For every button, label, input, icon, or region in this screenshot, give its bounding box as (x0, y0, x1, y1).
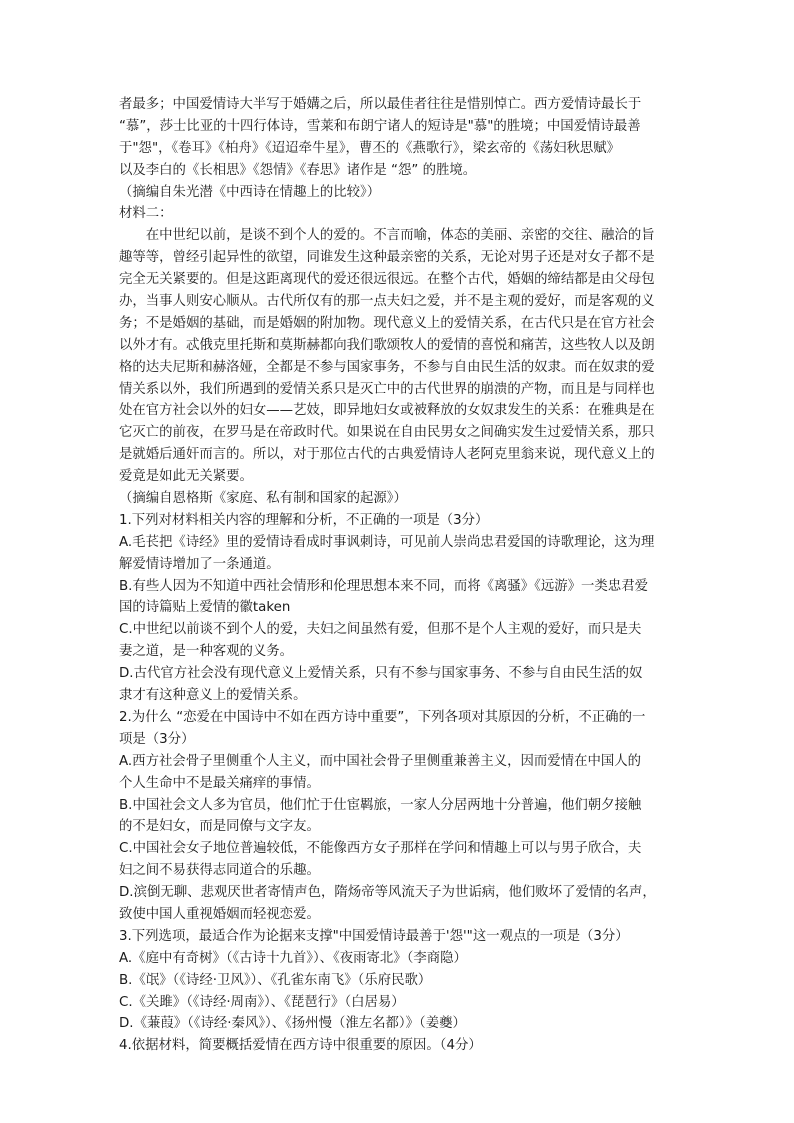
text-line: 4.依据材料，简要概括爱情在西方诗中很重要的原因。（4分） (119, 1038, 482, 1054)
text-line: 完全无关紧要的。但是这距离现代的爱还很远很远。在整个古代，婚姻的缔结都是由父母包 (119, 272, 655, 288)
text-line: 于"怨"，《卷耳》《柏舟》《迢迢牵牛星》，曹丕的《燕歌行》，梁玄帝的《荡妇秋思赋》 (119, 140, 621, 156)
text-line: （摘编自恩格斯《家庭、私有制和国家的起源》） (119, 491, 407, 507)
text-line: 是就婚后通奸而言的。所以，对于那位古代的古典爱情诗人老阿克里翁来说，现代意义上的 (119, 447, 655, 463)
text-line: 格的达夫尼斯和赫洛娅，全都是不参与国家事务，不参与自由民生活的奴隶。而在奴隶的爱 (119, 359, 655, 375)
text-line: 3.下列选项，最适合作为论据来支撑"中国爱情诗最善于'怨'"这一观点的一项是（3分） (119, 928, 629, 944)
text-line: 它灭亡的前夜，在罗马是在帝政时代。如果说在自由民男女之间确实发生过爱情关系，那只 (119, 425, 655, 441)
text-line: A.毛苌把《诗经》里的爱情诗看成时事讽刺诗，可见前人崇尚忠君爱国的诗歌理论，这为理 (119, 534, 655, 550)
text-line: 情关系以外，我们所遇到的爱情关系只是灭亡中的古代世界的崩溃的产物，而且是与同样也 (119, 381, 655, 397)
text-line: B.有些人因为不知道中西社会情形和伦理思想本来不同，而将《离骚》《远游》一类忠君爱 (119, 578, 648, 594)
text-line: 以及李白的《长相思》《怨情》《春思》诸作是 “怨” 的胜境。 (119, 162, 477, 178)
text-line: 务；不是婚姻的基础，而是婚姻的附加物。现代意义上的爱情关系，在古代只是在官方社会 (119, 315, 655, 331)
text-line: 材料二： (119, 206, 173, 222)
text-line: 致使中国人重视婚姻而轻视恋爱。 (119, 906, 320, 922)
text-line: 在中世纪以前，是谈不到个人的爱的。不言而喻，体态的美丽、亲密的交往、融洽的旨 (119, 228, 655, 244)
document-page (119, 94, 689, 1057)
text-line: （摘编自朱光潜《中西诗在情趣上的比较》） (119, 184, 381, 200)
text-line: D.古代官方社会没有现代意义上爱情关系，只有不参与国家事务、不参与自由民生活的奴 (119, 666, 643, 682)
text-line: 的不是妇女，而是同僚与文字友。 (119, 819, 320, 835)
text-line: 2.为什么 “恋爱在中国诗中不如在西方诗中重要”，下列各项对其原因的分析，不正确的一 (119, 709, 646, 725)
text-line: D.滨倒无聊、悲观厌世者寄情声色，隋炀帝等风流天子为世诟病，他们败坏了爱情的名声， (119, 885, 656, 901)
text-line: 妇之间不易获得志同道合的乐趣。 (119, 863, 320, 879)
text-line: 国的诗篇贴上爱情的徽taken (119, 600, 291, 616)
text-line: 个人生命中不是最关痛痒的事情。 (119, 775, 320, 791)
text-line: A.《庭中有奇树》（《古诗十九首》）、《夜雨寄北》（李商隐） (119, 950, 467, 966)
text-line: 以外才有。忒俄克里托斯和莫斯赫都向我们歌颂牧人的爱情的喜悦和痛苦，这些牧人以及朗 (119, 337, 655, 353)
text-line: 项是（3分） (119, 731, 195, 747)
text-line: 处在官方社会以外的妇女——艺妓，即异地妇女或被释放的女奴隶发生的关系：在雅典是在 (119, 403, 655, 419)
text-line: C.《关雎》（《诗经·周南》）、《琵琶行》（白居易） (119, 994, 405, 1010)
text-line: 解爱情诗增加了一条通道。 (119, 556, 280, 572)
text-line: 办，当事人则安心顺从。古代所仅有的那一点夫妇之爱，并不是主观的爱好，而是客观的义 (119, 294, 655, 310)
text-line: A.西方社会骨子里侧重个人主义，而中国社会骨子里侧重兼善主义，因而爱情在中国人的 (119, 753, 642, 769)
text-line: 爱竟是如此无关紧要。 (119, 469, 253, 485)
text-line: D.《蒹葭》（《诗经·秦风》）、《扬州慢（淮左名都）》（姜夔） (119, 1016, 466, 1032)
text-line: B.《氓》（《诗经·卫风》）、《孔雀东南飞》（乐府民歌） (119, 972, 432, 988)
text-line: 者最多；中国爱情诗大半写于婚媾之后，所以最佳者往往是惜别悼亡。西方爱情诗最长于 (119, 97, 642, 112)
text-line: C.中国社会女子地位普遍较低，不能像西方女子那样在学问和情趣上可以与男子欣合，夫 (119, 841, 642, 857)
text-line: C.中世纪以前谈不到个人的爱，夫妇之间虽然有爱，但那不是个人主观的爱好，而只是夫 (119, 622, 642, 638)
text-line: 趣等等，曾经引起异性的欲望，同谁发生这种最亲密的关系，无论对男子还是对女子都不是 (119, 250, 655, 266)
text-line: “慕”，莎士比亚的十四行体诗，雪莱和布朗宁诸人的短诗是"慕"的胜境；中国爱情诗最善 (119, 118, 641, 134)
text-line: B.中国社会文人多为官员，他们忙于仕宦羁旅，一家人分居两地十分普遍，他们朝夕接触 (119, 797, 642, 813)
text-line: 妻之道，是一种客观的义务。 (119, 644, 294, 660)
text-line: 1.下列对材料相关内容的理解和分析，不正确的一项是（3分） (119, 512, 489, 528)
text-line: 隶才有这种意义上的爱情关系。 (119, 688, 307, 704)
